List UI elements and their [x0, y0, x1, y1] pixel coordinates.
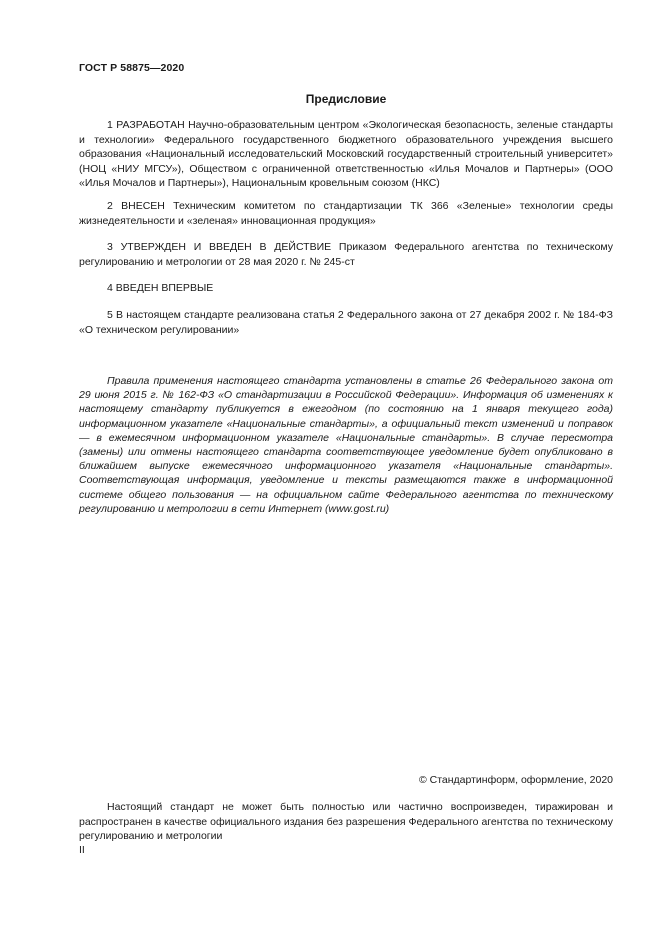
rules-note — [79, 374, 613, 516]
paragraph-first-introduced — [79, 281, 613, 296]
standard-id: ГОСТ Р 58875—2020 — [79, 62, 185, 74]
reproduction-notice — [79, 800, 613, 844]
rules-note-text: Правила применения настоящего стандарта установлены в статье 26 Федерального закона от 29 июня 2015 г. № 162-ФЗ «О стандартизации в Российской Федерации». Информация об изменениях к настоящему стандарту публикуется в ежегодном (по состоянию на 1 января текущего года) информационном указателе «Национальные стандарты», а официальный текст изменений и поправок — в ежемесячном информационном указателе «Национальные стандарты». В случае пересмотра (замены) или отмены настоящего стандарта соответствующее уведомление будет опубликовано в ближайшем выпуске ежемесячного информационного указателя «Национальные стандарты». Соответствующая информация, уведомление и тексты размещаются также в информационной системе общего пользования — на официальном сайте Федерального агентства по техническому регулированию и метрологии в сети Интернет (www.gost.ru) — [79, 375, 613, 515]
paragraph-approved — [79, 240, 613, 269]
paragraph-text: 1 РАЗРАБОТАН Научно-образовательным центром «Экологическая безопасность, зеленые стандарты и технологии» Федерального государственного бюджетного образовательного учреждения высшего образования «Национальный исследовательский Московский государственный строительный университет» (НОЦ «НИУ МГСУ»), Обществом с ограниченной ответственностью «Илья Мочалов и Партнеры» (ООО «Илья Мочалов и Партнеры»), Национальным кровельным союзом (НКС) — [79, 119, 613, 189]
paragraph-text: 5 В настоящем стандарте реализована статья 2 Федерального закона от 27 декабря 2002 г. № 184-ФЗ «О техническом регулировании» — [79, 309, 613, 336]
paragraph-developed-by — [79, 118, 613, 191]
copyright-line: © Стандартинформ, оформление, 2020 — [418, 774, 613, 786]
section-title: Предисловие — [305, 92, 387, 106]
page-number: II — [79, 844, 85, 856]
paragraph-text: 4 ВВЕДЕН ВПЕРВЫЕ — [107, 282, 214, 294]
paragraph-introduced-by — [79, 199, 613, 228]
reproduction-notice-text: Настоящий стандарт не может быть полностью или частично воспроизведен, тиражирован и распространен в качестве официального издания без разрешения Федерального агентства по техническому регулированию и метрологии — [79, 801, 613, 842]
paragraph-text: 2 ВНЕСЕН Техническим комитетом по стандартизации ТК 366 «Зеленые» технологии среды жизнедеятельности и «зеленая» инновационная продукция» — [79, 200, 613, 227]
paragraph-text: 3 УТВЕРЖДЕН И ВВЕДЕН В ДЕЙСТВИЕ Приказом Федерального агентства по техническому регулированию и метрологии от 28 мая 2020 г. № 245-ст — [79, 241, 613, 268]
paragraph-federal-law — [79, 308, 613, 337]
